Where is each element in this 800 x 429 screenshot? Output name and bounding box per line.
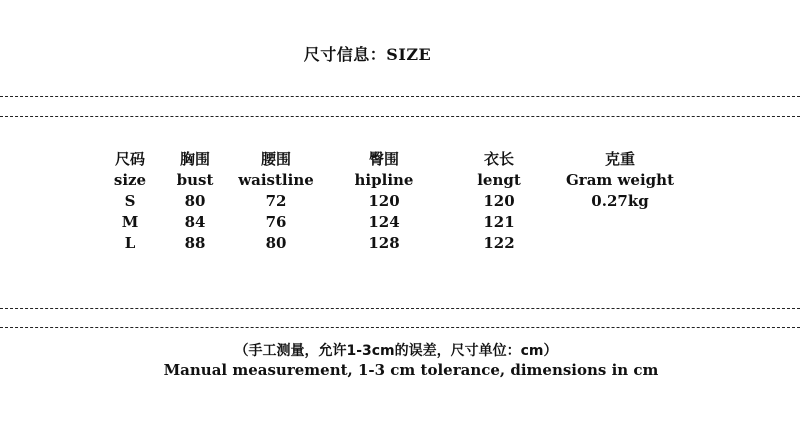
cell: 120 [368,192,400,210]
dashed-divider [0,308,800,309]
cell: 124 [368,213,400,231]
header-en: hipline [354,171,414,189]
cell: 80 [184,192,206,210]
header-cn: 臀围 [368,150,400,168]
cell: 88 [184,234,206,252]
column-gram-weight [566,149,674,254]
header-cn: 胸围 [179,150,210,168]
measurement-note-cn [0,340,800,360]
dashed-divider [0,116,800,117]
cell: 122 [483,234,515,252]
column-size [114,149,146,254]
header-cn: 克重 [604,150,636,168]
cell: 128 [368,234,400,252]
measurement-note-en: Manual measurement, 1-3 cm tolerance, dimensions in cm [163,361,659,379]
column-hipline [355,149,414,254]
header-en: bust [176,171,214,189]
column-bust [177,149,214,254]
cell: 120 [483,192,515,210]
size-title: 尺寸信息：SIZE [303,45,432,64]
header-en: size [113,171,147,189]
column-waistline [238,149,314,254]
header-en: Gram weight [565,171,675,189]
header-cn: 衣长 [483,150,515,168]
header-cn: 尺码 [114,150,145,168]
header-en: waistline [238,171,314,189]
measurement-note-cn-text: （手工测量，允许1-3cm的误差，尺寸单位：cm） [234,343,558,359]
header-en: lengt [477,171,521,189]
dashed-divider [0,327,800,328]
cell [566,233,674,254]
cell: 72 [265,192,287,210]
header-cn: 腰围 [260,150,291,168]
cell: 76 [265,213,287,231]
cell: 84 [184,213,206,231]
cell: L [124,234,136,252]
column-length [477,149,521,254]
dashed-divider [0,96,800,97]
cell: S [124,192,136,210]
cell: M [121,213,139,231]
cell [566,212,674,233]
cell: 0.27kg [591,192,649,210]
cell: 121 [483,213,515,231]
cell: 80 [265,234,287,252]
